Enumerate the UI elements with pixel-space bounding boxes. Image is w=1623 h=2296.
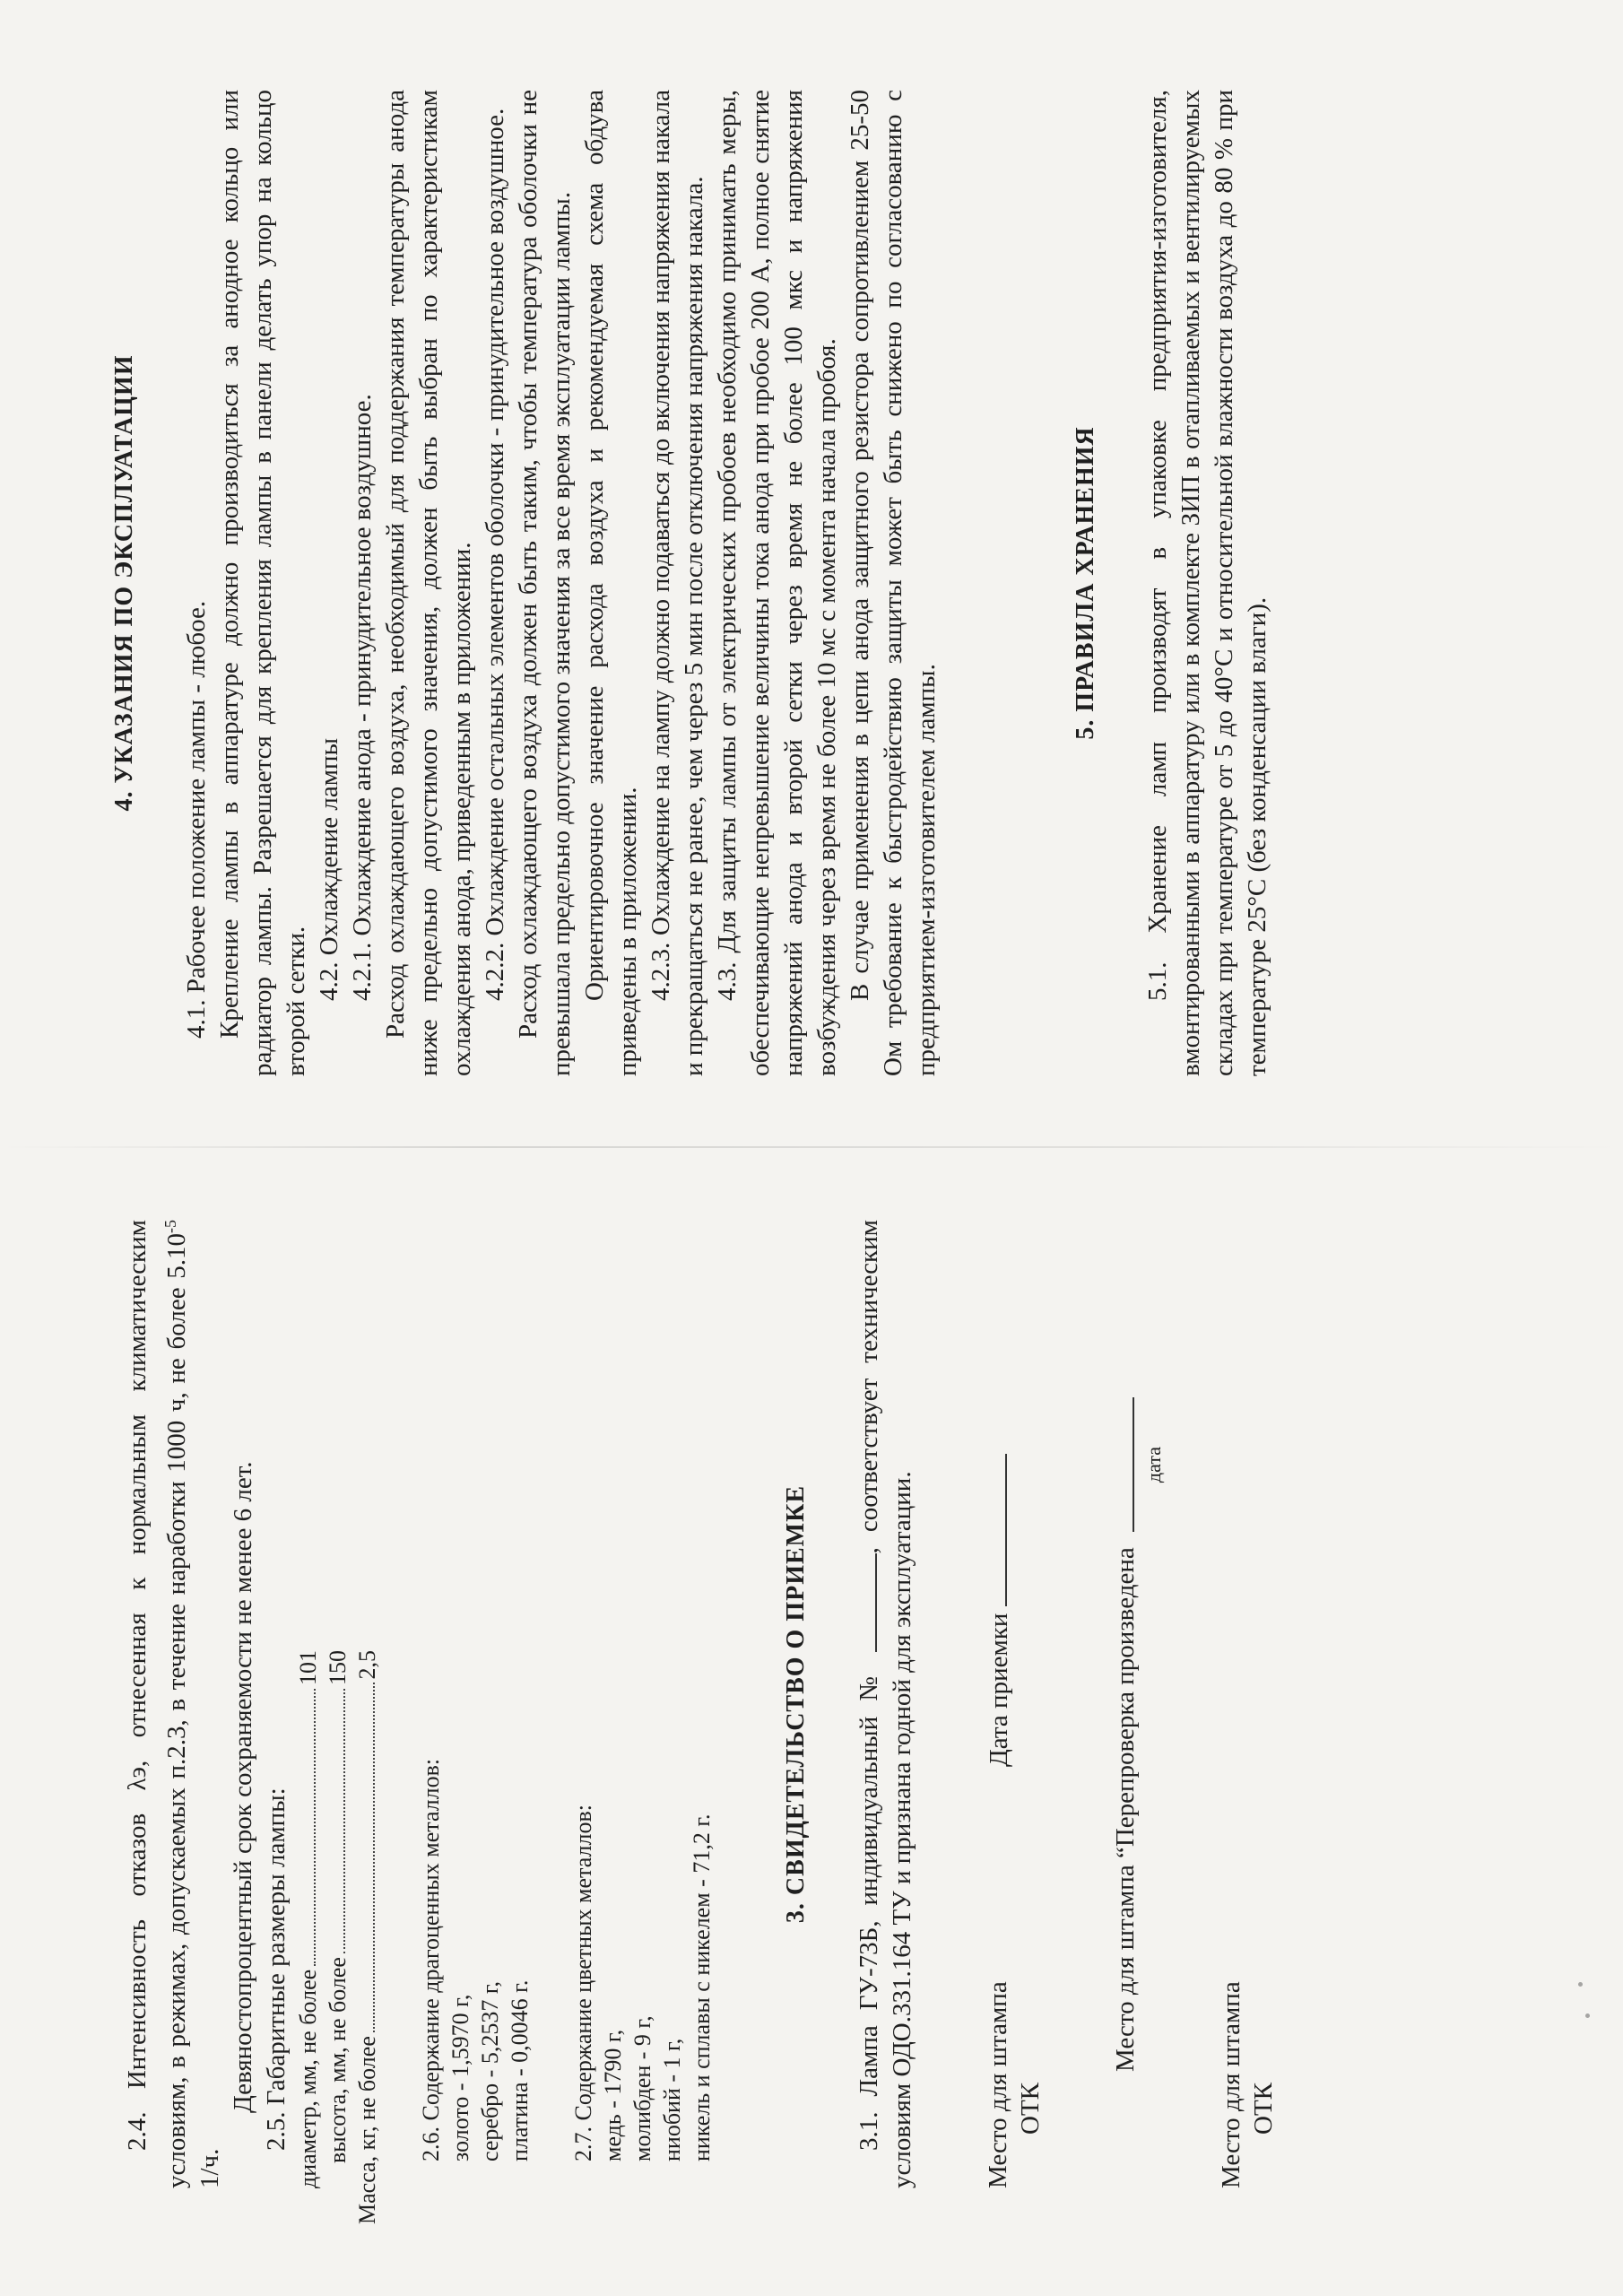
- scan-speck: [1585, 2013, 1590, 2018]
- section-4-heading: 4. УКАЗАНИЯ ПО ЭКСПЛУАТАЦИИ: [110, 354, 138, 812]
- serial-number-blank[interactable]: [852, 1553, 877, 1652]
- para-resistor: В случае применения в цепи анода защитного резистора сопротивлением 25-50 Ом требование к быстродействию защиты может быть снижено по согласованию с предприятием-изготовителем лампы.: [846, 90, 941, 1076]
- acceptance-date-label: Дата приемки: [985, 1613, 1013, 1767]
- right-page: [0, 36, 1623, 1130]
- section-5-heading: 5. ПРАВИЛА ХРАНЕНИЯ: [1072, 426, 1099, 740]
- recheck-stamp: Место для штампа “Перепроверка произведена дата: [1109, 1220, 1170, 2188]
- item-2-5-title: 2.5. Габаритные размеры лампы:: [262, 1787, 291, 2151]
- para-4-3: 4.3. Для защиты лампы от электрических пробоев необходимо принимать меры, обеспечивающие непревышение величины тока анода при пробое 200 А, полное снятие напряжений анода и второй сетки через время не более 100 мкс и напряжения возбуждения через время не более 10 мс с момента начала пробоя.: [713, 90, 841, 1076]
- left-page: [0, 1166, 1623, 2260]
- para-airflow-scheme: Ориентировочное значение расхода воздуха и рекомендуемая схема обдува приведены в приложении.: [580, 90, 642, 1076]
- dimensions-list: [293, 1650, 382, 2224]
- para-anode-air: Расход охлаждающего воздуха, необходимый для поддержания температуры анода ниже предельно допустимого значения, должен быть выбран по характеристикам охлаждения анода, приведенным в приложении.: [381, 90, 476, 1076]
- acceptance-certificate-text: 3.1. Лампа ГУ-73Б, индивидуальный № , соответствует техническим условиям ОДО.331.164 ТУ и признана годной для эксплуатации.: [852, 1220, 919, 2188]
- exponent: -5: [161, 1220, 179, 1233]
- precious-metals: 2.6. Содержание драгоценных металлов: золото - 1,5970 г, серебро - 5,2537 г, платина - 0,0046 г.: [418, 1758, 533, 2161]
- otk-stamp-acceptance: Место для штампа ОТК Дата приемки: [982, 1220, 1046, 2188]
- dimension-row-diameter: диаметр, мм, не более 101: [295, 1650, 321, 2188]
- shelf-life-text: Девяностопроцентный срок сохраняемости не менее 6 лет.: [229, 1461, 257, 2113]
- acceptance-date-blank[interactable]: [982, 1454, 1007, 1606]
- dimension-row-height: высота, мм, не более 150: [325, 1650, 351, 2163]
- para-4-2-2: 4.2.2. Охлаждение остальных элементов оболочки - принудительное воздушное.: [481, 108, 509, 1001]
- para-4-2: 4.2. Охлаждение лампы: [315, 737, 343, 1001]
- para-4-2-1: 4.2.1. Охлаждение анода - принудительное воздушное.: [348, 394, 377, 1001]
- mass-row: Масса, кг, не более 2,5: [354, 1650, 380, 2224]
- otk-stamp-final: Место для штампа ОТК: [1217, 1981, 1278, 2188]
- para-envelope-air: Расход охлаждающего воздуха должен быть таким, чтобы температура оболочки не превышала предельно допустимого значения за все время эксплуатации лампы.: [514, 90, 576, 1076]
- recheck-date-blank[interactable]: [1109, 1397, 1134, 1532]
- para-4-1: 4.1. Рабочее положение лампы - любое.: [182, 600, 211, 1039]
- section-3-heading: 3. СВИДЕТЕЛЬСТВО О ПРИЕМКЕ: [782, 1484, 810, 1924]
- item-2-4: 2.4. Интенсивность отказов λэ, отнесенная к нормальным климатическим условиям, в режимах, допускаемых п.2.3, в течение наработки 1000 ч, не более $5.10^{-5}$ 1/ч.: [123, 1220, 224, 2188]
- para-5-1: 5.1. Хранение ламп производят в упаковке предприятия-изготовителя, вмонтированными в аппаратуру или в комплекте ЗИП в отапливаемых и вентилируемых складах при температуре от 5 до 40°С и относительной влажности воздуха до 80 % при температуре 25°С (без конденсации влаги).: [1143, 90, 1271, 1076]
- page-fold: [0, 1146, 1623, 1148]
- para-4-2-3: 4.2.3. Охлаждение на лампу должно подаваться до включения напряжения накала и прекращаться не ранее, чем через 5 мин после отключения напряжения накала.: [647, 90, 708, 1076]
- scan-speck: [1578, 1982, 1583, 1987]
- para-mounting: Крепление лампы в аппаратуре должно производиться за анодное кольцо или радиатор лампы. Разрешается для крепления лампы в панели делать упор на кольцо второй сетки.: [215, 90, 310, 1076]
- nonferrous-metals: 2.7. Содержание цветных металлов: медь - 1790 г, молибден - 9 г, ниобий - 1 г, никель и сплавы с никелем - 71,2 г.: [570, 1805, 715, 2161]
